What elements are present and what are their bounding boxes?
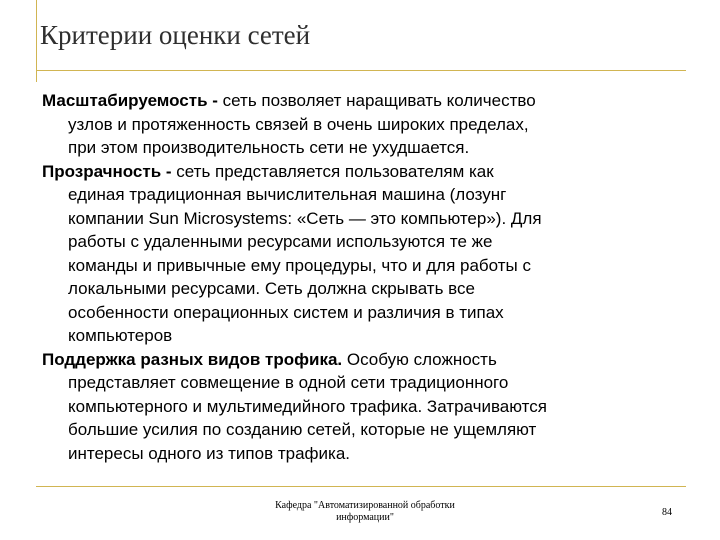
paragraph-line: особенности операционных систем и различия в типах (68, 302, 504, 322)
paragraph-line: компьютеров (68, 326, 173, 345)
footer-line: Кафедра "Автоматизированной обработки (275, 500, 455, 511)
paragraph-line: узлов и протяженность связей в очень широких пределах, (68, 114, 529, 134)
term-scalability: Масштабируемость - (42, 91, 218, 110)
paragraph-line: компании Sun Microsystems: «Сеть — это компьютер»). Для (68, 208, 542, 228)
paragraph-line: при этом производительность сети не ухудшается. (68, 138, 470, 157)
definition-text: сеть позволяет наращивать количество (217, 91, 536, 110)
paragraph-first-line (42, 89, 682, 113)
footer-divider (36, 486, 686, 487)
paragraph-line: единая традиционная вычислительная машина (лозунг (68, 185, 507, 204)
paragraph-scalability (42, 89, 682, 160)
paragraph-first-line (42, 160, 682, 184)
paragraph-first-line (42, 348, 682, 372)
paragraph-transparency (42, 160, 682, 348)
paragraph-line: работы с удаленными ресурсами используются те же (68, 232, 493, 251)
term-transparency: Прозрачность - (42, 161, 172, 181)
paragraph-line: компьютерного и мультимедийного трафика. Затрачиваются (68, 396, 547, 416)
title-underline (36, 70, 686, 71)
paragraph-traffic-support (42, 348, 682, 466)
paragraph-line: команды и привычные ему процедуры, что и для работы с (68, 255, 531, 275)
paragraph-line: большие усилия по созданию сетей, которые не ущемляют (68, 420, 537, 439)
paragraph-line: интересы одного из типов трафика. (68, 443, 351, 463)
slide-body (42, 89, 682, 465)
slide-title: Критерии оценки сетей (40, 20, 311, 50)
paragraph-line: представляет совмещение в одной сети традиционного (68, 373, 509, 392)
footer-line: информации" (336, 512, 394, 523)
page-number: 84 (662, 507, 672, 518)
definition-text: Особую сложность (342, 349, 497, 369)
paragraph-line: локальными ресурсами. Сеть должна скрывать все (68, 279, 475, 298)
footer-department (220, 500, 510, 524)
definition-text: сеть представляется пользователям как (171, 161, 494, 181)
term-traffic-support: Поддержка разных видов трофика. (42, 349, 343, 369)
